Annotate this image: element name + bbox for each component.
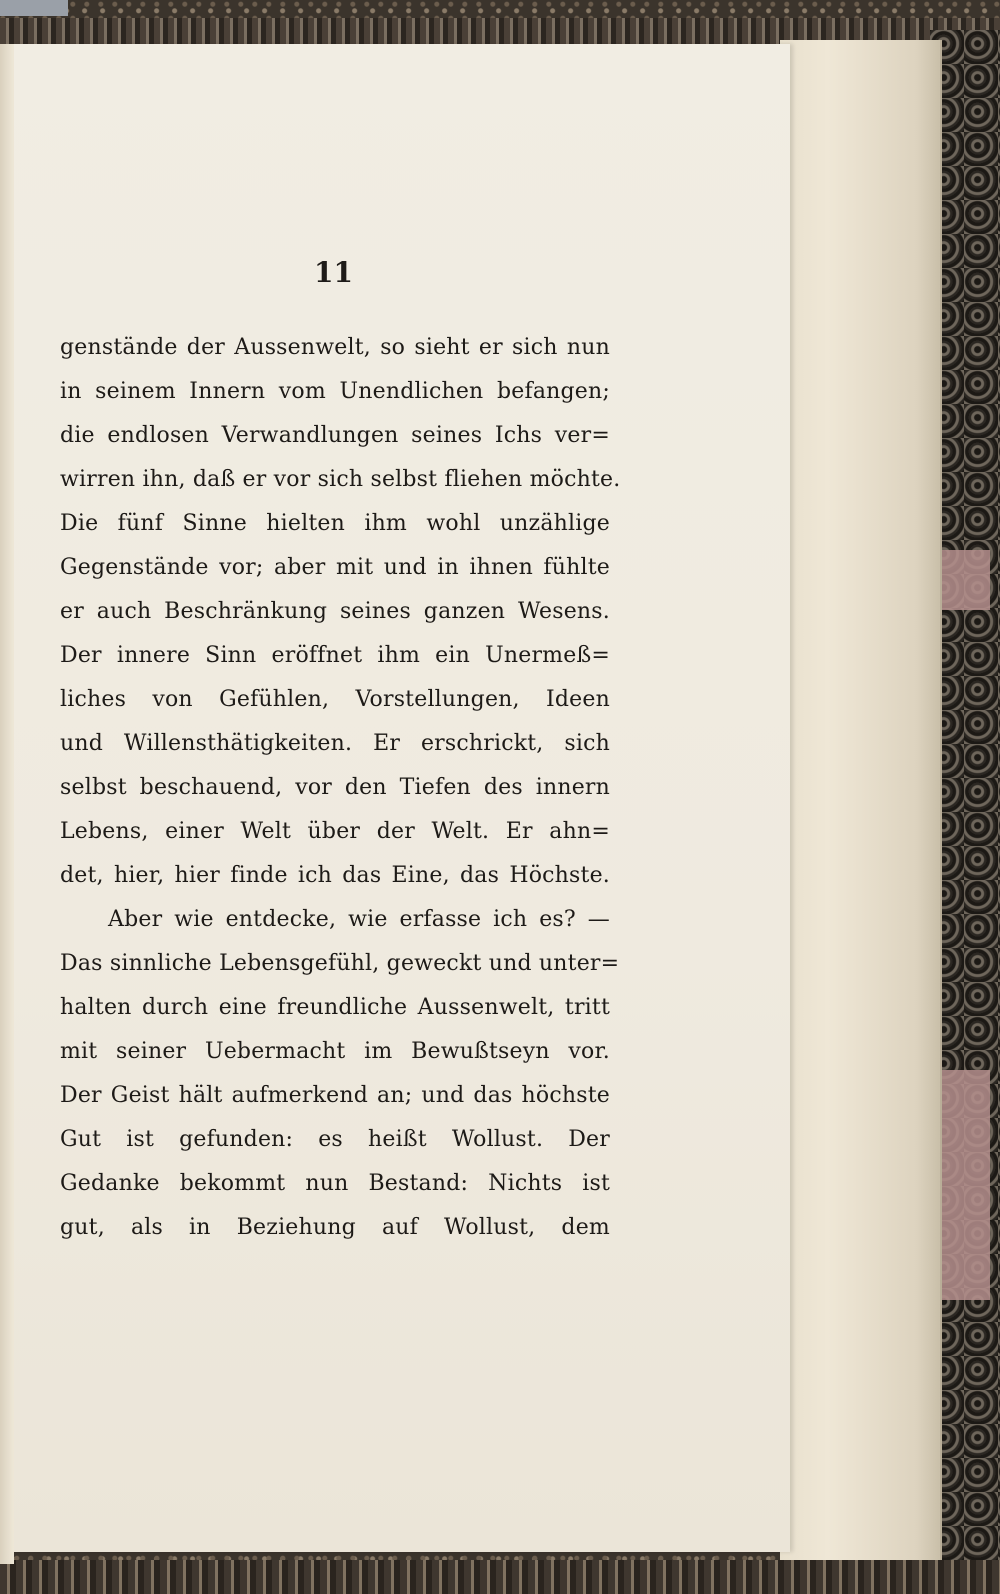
text-line: und Willensthätigkeiten. Er erschrickt, sich	[60, 731, 610, 756]
text-line: Der innere Sinn eröffnet ihm ein Unermeß=	[60, 643, 610, 668]
text-line: selbst beschauend, vor den Tiefen des innern	[60, 775, 610, 800]
scan-corner-tab	[0, 0, 68, 16]
page-number: 11	[314, 256, 353, 289]
page-text	[60, 326, 621, 1250]
cover-stain	[940, 550, 990, 610]
text-line: in seinem Innern vom Unendlichen befangen;	[60, 379, 610, 404]
text-line: Aber wie entdecke, wie erfasse ich es? —	[108, 907, 610, 932]
text-line: genstände der Aussenwelt, so sieht er sich nun	[60, 335, 610, 360]
text-line: Die fünf Sinne hielten ihm wohl unzählige	[60, 511, 610, 536]
text-line: wirren ihn, daß er vor sich selbst fliehen möchte.	[60, 467, 621, 492]
book-page	[14, 44, 790, 1552]
text-line: die endlosen Verwandlungen seines Ichs ver=	[60, 423, 610, 448]
marbled-cover-bottom	[0, 1560, 1000, 1594]
text-line: halten durch eine freundliche Aussenwelt, tritt	[60, 995, 610, 1020]
text-line: Lebens, einer Welt über der Welt. Er ahn=	[60, 819, 610, 844]
text-line: er auch Beschränkung seines ganzen Wesens.	[60, 599, 610, 624]
text-line: Das sinnliche Lebensgefühl, geweckt und unter=	[60, 951, 620, 976]
page-stack-edge	[780, 40, 942, 1560]
text-line: Gut ist gefunden: es heißt Wollust. Der	[60, 1127, 610, 1152]
text-line: liches von Gefühlen, Vorstellungen, Ideen	[60, 687, 610, 712]
facing-page-edge	[0, 44, 14, 1564]
text-line: det, hier, hier finde ich das Eine, das Höchste.	[60, 863, 610, 888]
text-line: Der Geist hält aufmerkend an; und das höchste	[60, 1083, 610, 1108]
text-line: gut, als in Beziehung auf Wollust, dem	[60, 1215, 610, 1240]
cover-stain	[940, 1070, 990, 1300]
text-line: mit seiner Uebermacht im Bewußtseyn vor.	[60, 1039, 610, 1064]
text-line: Gedanke bekommt nun Bestand: Nichts ist	[60, 1171, 610, 1196]
text-line: Gegenstände vor; aber mit und in ihnen fühlte	[60, 555, 610, 580]
